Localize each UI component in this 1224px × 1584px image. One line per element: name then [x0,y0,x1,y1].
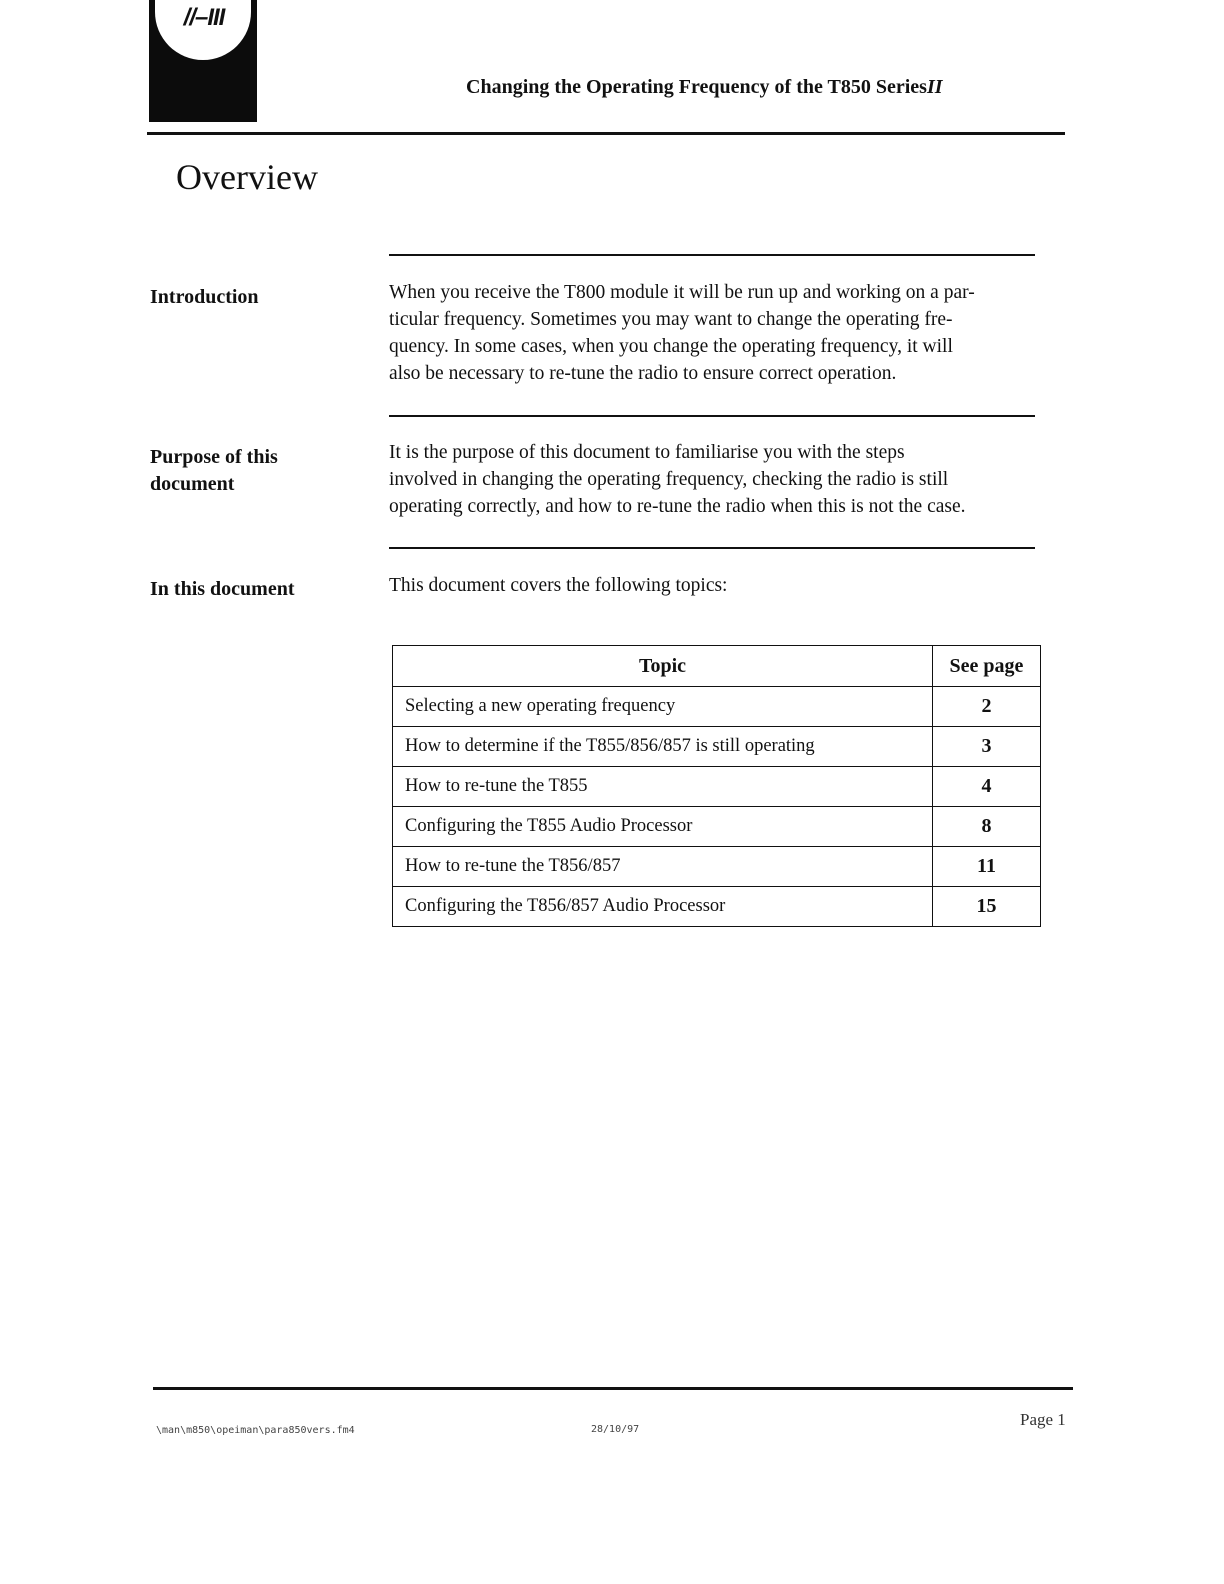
page-cell: 2 [933,687,1041,727]
running-header-suffix: II [926,76,943,98]
contents-intro: This document covers the following topics: [389,575,728,596]
topics-table [392,645,1041,927]
table-row [393,847,1041,887]
table-row [393,727,1041,767]
table-header-row [393,646,1041,687]
page-cell: 11 [933,847,1041,887]
table-row [393,887,1041,927]
running-header-text: Changing the Operating Frequency of the T850 Series [466,76,927,98]
text-line: It is the purpose of this document to familiarise you with the steps [389,442,905,463]
topic-cell: How to re-tune the T855 [393,767,933,807]
text-line: quency. In some cases, when you change the operating frequency, it will [389,336,953,357]
topic-cell: Configuring the T855 Audio Processor [393,807,933,847]
section-divider [389,254,1035,256]
page-cell: 15 [933,887,1041,927]
topic-cell: How to re-tune the T856/857 [393,847,933,887]
text-line: involved in changing the operating frequency, checking the radio is still [389,469,949,490]
page-cell: 4 [933,767,1041,807]
page-column-header: See page [933,646,1041,687]
purpose-label-line: Purpose of this [150,446,278,468]
text-line: also be necessary to re-tune the radio to ensure correct operation. [389,363,897,384]
section-divider [389,547,1035,549]
logo-text: //–III [183,4,225,31]
contents-label: In this document [150,578,295,600]
page-cell: 8 [933,807,1041,847]
topic-column-header: Topic [393,646,933,687]
table-row [393,807,1041,847]
purpose-label-line: document [150,473,235,495]
running-header-title [466,76,1026,99]
purpose-label [150,444,360,498]
text-line: operating correctly, and how to re-tune the radio when this is not the case. [389,496,966,517]
table-row [393,767,1041,807]
section-divider [389,415,1035,417]
text-line: When you receive the T800 module it will be run up and working on a par- [389,282,975,303]
footer-file-path: \man\m850\opeiman\para850vers.fm4 [156,1425,355,1436]
footer-rule [153,1387,1073,1390]
page-title: Overview [176,157,318,197]
topic-cell: Configuring the T856/857 Audio Processor [393,887,933,927]
table-row [393,687,1041,727]
footer-page-number: Page 1 [1020,1410,1066,1429]
header-rule [147,132,1065,135]
company-logo [149,0,257,122]
footer-date: 28/10/97 [591,1424,640,1435]
introduction-label: Introduction [150,286,259,308]
page-cell: 3 [933,727,1041,767]
introduction-text [389,279,1069,387]
topic-cell: Selecting a new operating frequency [393,687,933,727]
topic-cell: How to determine if the T855/856/857 is still operating [393,727,933,767]
text-line: ticular frequency. Sometimes you may want to change the operating fre- [389,309,953,330]
purpose-text [389,439,1069,520]
